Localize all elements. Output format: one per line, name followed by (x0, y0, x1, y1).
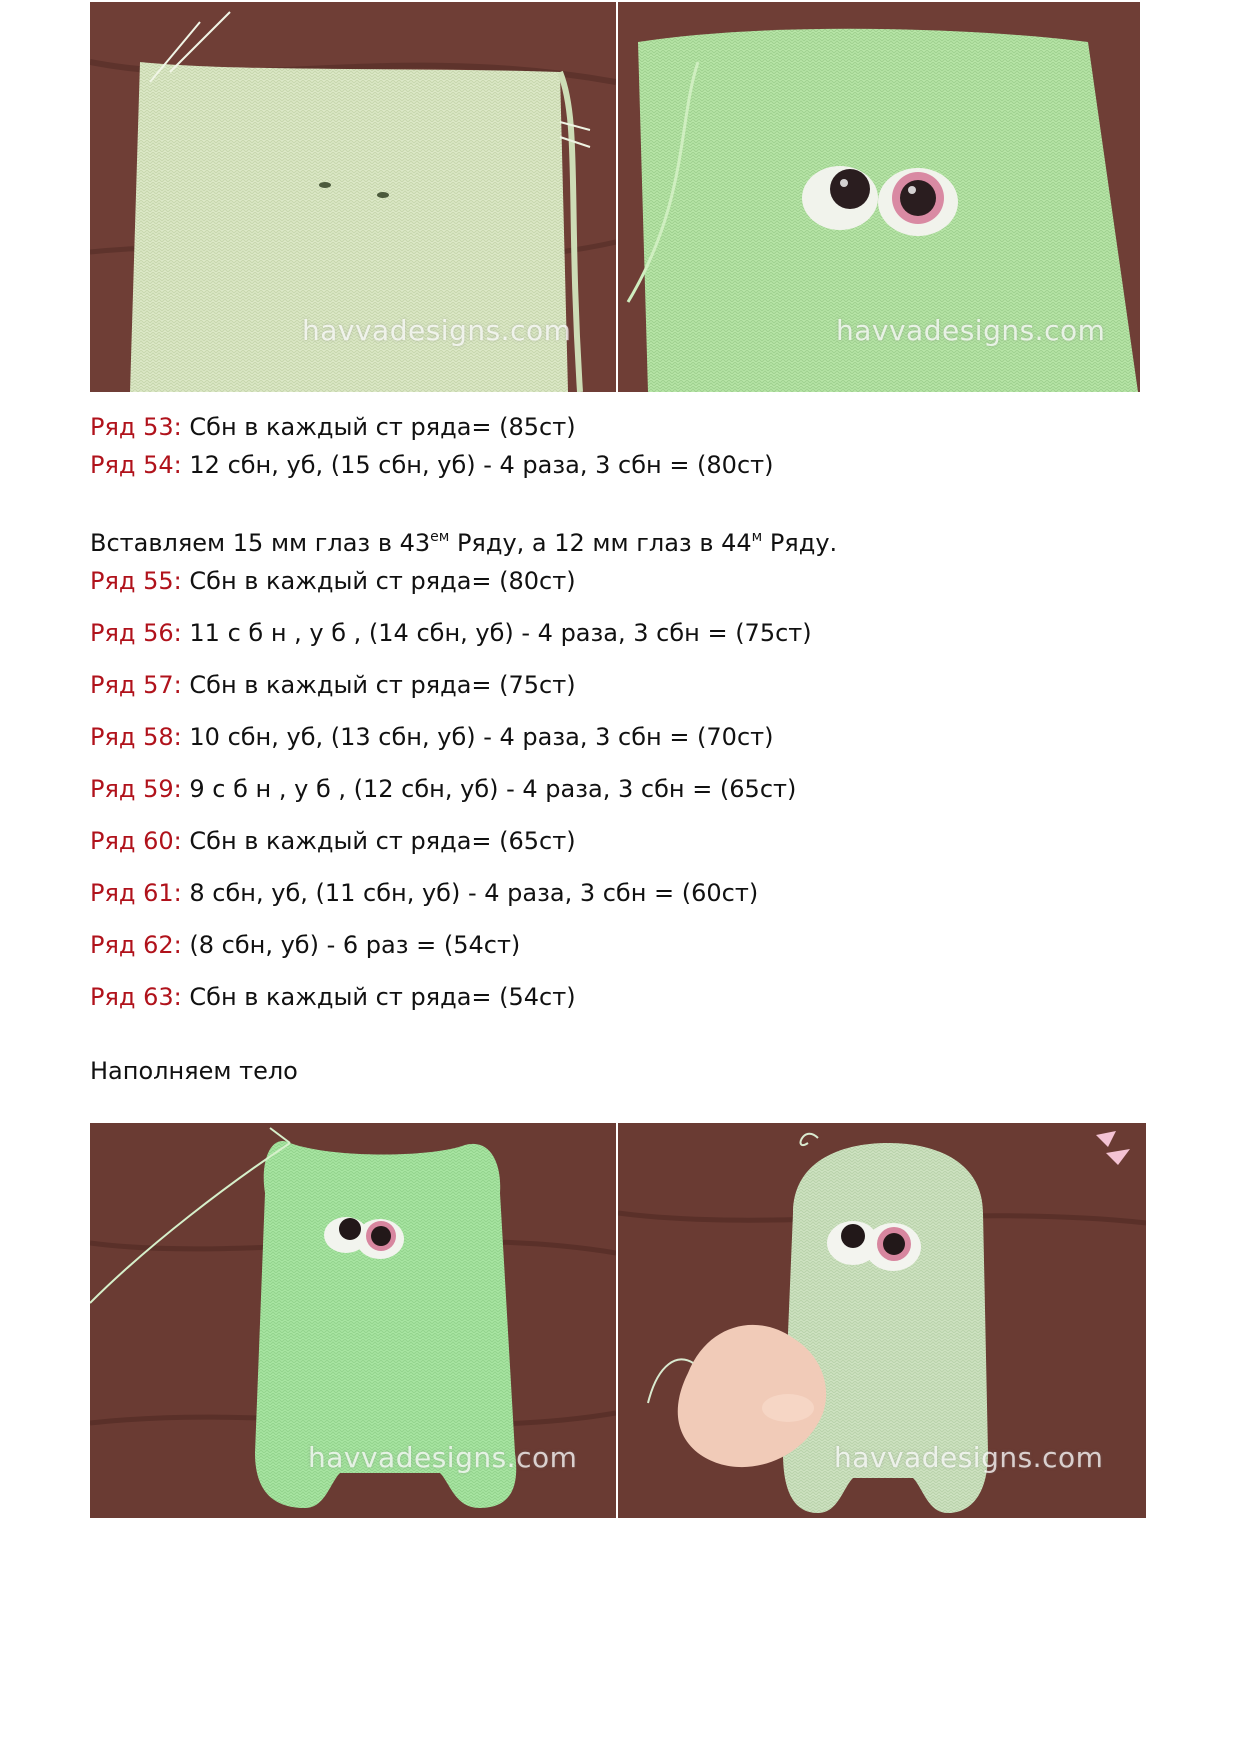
row-label: Ряд 55: (90, 567, 182, 595)
watermark: havvadesigns.com (308, 1441, 578, 1474)
row-label: Ряд 62: (90, 931, 182, 959)
watermark: havvadesigns.com (302, 314, 572, 347)
eye-insertion-note: Вставляем 15 мм глаз в $43^{ем}$ Ряду, а 12 мм глаз в $44^м$ Ряду. (90, 529, 838, 557)
photo-unstuffed-panel (90, 2, 616, 392)
row-label: Ряд 59: (90, 775, 182, 803)
row-61 (90, 878, 758, 908)
row-54 (90, 450, 774, 480)
row-text: 9 с б н , у б , (12 сбн, уб) - 4 раза, 3 сбн = (65ст) (181, 775, 797, 803)
row-62 (90, 930, 520, 960)
row-text: (8 сбн, уб) - 6 раз = (54ст) (181, 931, 521, 959)
row-56 (90, 618, 812, 648)
row-label: Ряд 53: (90, 413, 182, 441)
watermark: havvadesigns.com (834, 1441, 1104, 1474)
row-text: 10 сбн, уб, (13 сбн, уб) - 4 раза, 3 сбн = (70ст) (181, 723, 774, 751)
row-text: 12 сбн, уб, (15 сбн, уб) - 4 раза, 3 сбн = (80ст) (181, 451, 774, 479)
row-text: Сбн в каждый ст ряда= (80ст) (181, 567, 576, 595)
photo-panel-with-eyes (618, 2, 1140, 392)
row-58 (90, 722, 774, 752)
row-53 (90, 412, 576, 442)
row-label: Ряд 58: (90, 723, 182, 751)
row-text: Сбн в каждый ст ряда= (65ст) (181, 827, 576, 855)
row-label: Ряд 60: (90, 827, 182, 855)
watermark: havvadesigns.com (836, 314, 1106, 347)
row-label: Ряд 63: (90, 983, 182, 1011)
photo-flat-body (90, 1123, 616, 1518)
stuffing-note: Наполняем тело (90, 1057, 298, 1085)
row-55 (90, 566, 576, 596)
row-label: Ряд 56: (90, 619, 182, 647)
row-label: Ряд 61: (90, 879, 182, 907)
row-text: 11 с б н , у б , (14 сбн, уб) - 4 раза, 3 сбн = (75ст) (181, 619, 812, 647)
row-text: 8 сбн, уб, (11 сбн, уб) - 4 раза, 3 сбн = (60ст) (181, 879, 759, 907)
row-label: Ряд 54: (90, 451, 182, 479)
row-text: Сбн в каждый ст ряда= (75ст) (181, 671, 576, 699)
row-label: Ряд 57: (90, 671, 182, 699)
row-57 (90, 670, 576, 700)
row-text: Сбн в каждый ст ряда= (85ст) (181, 413, 576, 441)
top-photo-row (90, 2, 1140, 392)
row-text: Сбн в каждый ст ряда= (54ст) (181, 983, 576, 1011)
row-60 (90, 826, 576, 856)
row-59 (90, 774, 796, 804)
photo-stuffed-body (618, 1123, 1146, 1518)
bottom-photo-row (90, 1123, 1146, 1518)
row-63 (90, 982, 576, 1012)
